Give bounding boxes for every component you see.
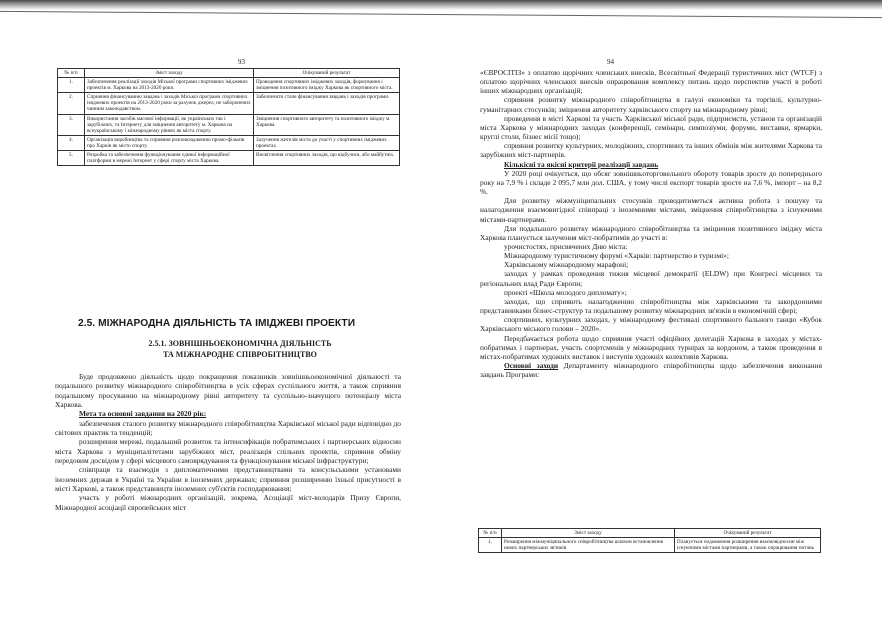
body-paragraph: проведення в місті Харкові та участь Харківської міської ради, підприємств, установ та організацій міста Харкова у міжнародних заходах (конференції, семінари, симпозіуми, форуми, виставки, ярмарки, круглі столи, бізнес місії тощо);	[480, 113, 822, 142]
table-row	[479, 538, 821, 553]
list-item: заходах у рамках проведення тижня місцевої демократії (ELDW) при Конгресі місцевих та регіональних влад Ради Європи;	[480, 269, 822, 288]
criteria-heading: Кількісні та якісні критерії реалізації завдань	[504, 159, 659, 169]
table-cell-content: Використання засобів масової інформації, як українських так і зарубіжних, та Інтернету для зміцнення авторитету м. Харкова на всеукраїнському і міжнародному рівнях як міста спорту.	[85, 114, 254, 135]
table-cell-result: Залучення жителів міста до участі у спортивних іміджевих проектах.	[254, 135, 400, 150]
table-cell-content: Забезпечення реалізації заходів Міської програми спортивних іміджевих проектів м. Харкова на 2013-2020 роки.	[85, 78, 254, 93]
goal-item: розширення мережі, подальший розвиток та інтенсифікація побратимських і партнерських відносин міста Харкова з муніципалітетами зарубіжних міст, реалізація спільних проектів, сприяння обміну передовим досвідом у сфері місцевого самоврядування та функціонування міської інфраструктури;	[55, 437, 401, 466]
table-cell-result: Висвітлення спортивних заходів, що відбулися, або майбутніх.	[254, 151, 400, 166]
left-body	[55, 372, 401, 512]
body-paragraph: сприяння розвитку міжнародного співробітництва в галузі економіки та торгівлі, культурно-гуманітарних стосунків; зміцнення авторитету харківського спорту на міжнародному рівні;	[480, 95, 822, 114]
body-paragraph: сприяння розвитку культурних, молодіжних, спортивних та інших обмінів між жителями Харкова та зарубіжних міст-партнерів.	[480, 141, 822, 160]
list-item: спортивних, культурних заходах, у міжнародному фестивалі спортивного бального танцю «Кубок Харківського міського голови – 2020».	[480, 315, 822, 334]
table-cell-content: Сприяння фінансуванню завдань і заходів Міської програми спортивних іміджевих проектів на 2013-2020 роки за рахунок джерел, не заборонених чинним законодавством.	[85, 93, 254, 114]
goal-item: участь у роботі міжнародних організацій, зокрема, Асоціації міст-володарів Призу Європи, Міжнародної асоціації європейських міст	[55, 493, 401, 512]
table-header-num: № п/п	[58, 69, 85, 78]
table-row	[58, 114, 400, 135]
measures-table-2	[478, 528, 821, 553]
list-item: Харківському міжнародному марафоні;	[504, 260, 629, 270]
table-cell-num: 2.	[58, 93, 85, 114]
table-row	[58, 78, 400, 93]
list-item: проекті «Школа молодого дипломату»;	[504, 287, 627, 297]
page-number: 93	[238, 58, 245, 66]
section-title: 2.5. МІЖНАРОДНА ДІЯЛЬНІСТЬ ТА ІМІДЖЕВІ ПРОЕКТИ	[78, 318, 356, 329]
table-row	[58, 93, 400, 114]
table-header-num: № п/п	[479, 529, 502, 538]
table-row	[58, 151, 400, 166]
intro-paragraph: Буде продовжено діяльність щодо покращення показників зовнішньоекономічної діяльності та подальшого розвитку міжнародного співробітництва в усіх сферах суспільного життя, а також сприяння подальшому просуванню на міжнародному рівні авторитету та суспільно-значущого потенціалу міста Харкова.	[55, 372, 401, 410]
right-page	[441, 0, 882, 628]
table-header-row	[58, 69, 400, 78]
executor-text: Департаменту міжнародного співробітництва щодо забезпечення виконання завдань Програми:	[480, 361, 822, 380]
table-row	[58, 135, 400, 150]
table-cell-content: Розробка та забезпечення функціонування єдиної інформаційної платформи в мережі Інтернет у сфері спорту міста Харкова.	[85, 151, 254, 166]
goals-heading: Мета та основні завдання на 2020 рік:	[79, 409, 207, 419]
criteria-paragraph: У 2020 році очікується, що обсяг зовнішньоторговельного обороту товарів зросте до попереднього року на 7,9 % і складе 2 095,7 млн дол. США, у тому числі експорт товарів зросте на 7,6 %, імпорт – на 8,2 %.	[480, 168, 822, 197]
subsection-title-line-1: 2.5.1. ЗОВНІШНЬОЕКОНОМІЧНА ДІЯЛЬНІСТЬ	[148, 339, 332, 348]
page-number: 94	[607, 58, 614, 66]
table-header-result: Очікуваний результат	[675, 529, 821, 538]
table-cell-content: Розширення міжмуніципального співробітництва шляхом встановлення нових партнерських зв'язків	[502, 538, 675, 553]
table-header-row	[479, 529, 821, 538]
table-cell-content: Організація виробництва та сприяння розповсюдженню промо-фільмів про Харків як місто спорту.	[85, 135, 254, 150]
table-cell-result: Проведення спортивних іміджевих заходів, формування і зміцнення позитивного іміджу Харкова як спортивного міста.	[254, 78, 400, 93]
table-header-content: Зміст заходу	[85, 69, 254, 78]
table-cell-num: 5.	[58, 151, 85, 166]
measures-table	[57, 68, 400, 166]
municipal-paragraph: Для розвитку міжмуніципальних стосунків проводитиметься активна робота з пошуку та налагодження взаємовигідної співпраці з іноземними містами, зміцнення співробітництва з існуючими містами-партнерами.	[480, 196, 822, 224]
table-cell-result: Зміцнення спортивного авторитету та позитивного іміджу м. Харкова.	[254, 114, 400, 135]
table-header-result: Очікуваний результат	[254, 69, 400, 78]
goal-item: співпраця та взаємодія з дипломатичними представництвами та консульськими установами іноземних держав в Україні та України в іноземних державах; сприяння розширенню їхньої присутності в місті Харкові, а також представництв іноземних суб'єктів господарювання;	[55, 465, 401, 494]
body-paragraph: «ЄВРОСІТІЗ» з оплатою щорічних членських внесків, Всесвітньої Федерації туристичних міст (WTCF) з оплатою щорічних членських внесків опрацювання комплексу питань щодо перспектив участі в роботі інших міжнародних організацій;	[480, 68, 822, 96]
list-item: заходах, що сприяють налагодженню співробітництва між харківськими та закордонними представниками бізнес-структур та подальшому розвитку міжнародних зв'язків в економічній сфері;	[480, 296, 822, 316]
table-cell-num: 3.	[58, 114, 85, 135]
table-cell-result: Забезпечити стале фінансування завдань і заходів програми.	[254, 93, 400, 114]
list-item: урочистостях, присвячених Дню міста;	[504, 241, 628, 251]
table-cell-result: Планується подовження розширення взаємовідносин між існуючими містами партнерами, а також опрацювання питань	[675, 538, 821, 553]
table-header-content: Зміст заходу	[502, 529, 675, 538]
list-item: Міжнародному туристичному форумі «Харків: партнерство в туризмі»;	[504, 251, 729, 261]
subsection-title-line-2: ТА МІЖНАРОДНЕ СПІВРОБІТНИЦТВО	[163, 350, 317, 359]
table-cell-num: 1.	[479, 538, 502, 553]
delegations-paragraph: Передбачається робота щодо сприяння участі офіційних делегацій Харкова в заходах у містах-побратимах і партнерах, участь спортсменів у міжнародних турнірах за кордоном, а також проведення в містах-побратимах художніх виставок і виступів художніх колективів Харкова.	[480, 333, 822, 361]
table-cell-num: 4.	[58, 135, 85, 150]
table-cell-num: 1.	[58, 78, 85, 93]
goal-item: забезпечення сталого розвитку міжнародного співробітництва Харківської міської ради відповідно до світових практик та тенденцій;	[55, 418, 401, 438]
executor-label: Основні заходи	[504, 361, 559, 370]
image-paragraph: Для подальшого розвитку міжнародного співробітництва та зміцнення позитивного іміджу міста Харкова планується залучення міст-побратимів до участі в:	[480, 223, 822, 242]
right-body	[480, 68, 822, 379]
